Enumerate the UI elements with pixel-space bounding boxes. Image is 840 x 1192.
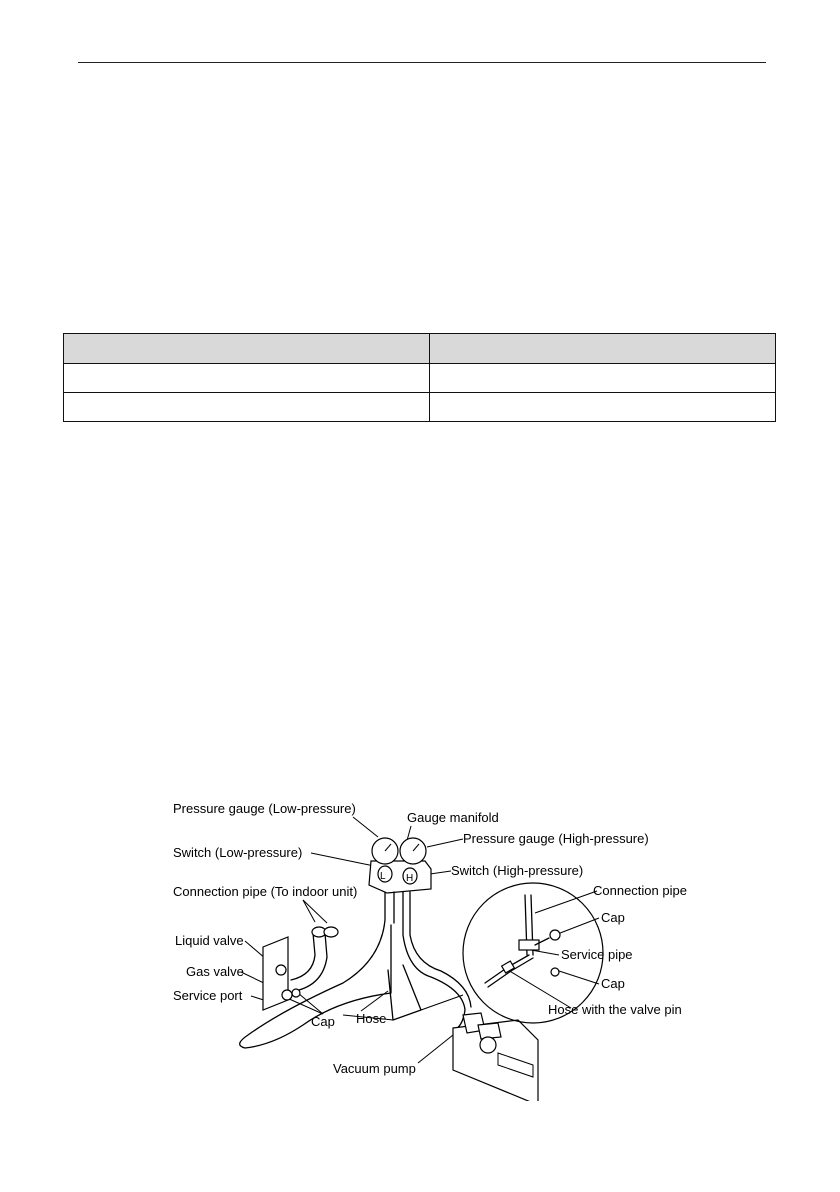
gauge-letter-low: L [380, 871, 386, 882]
vacuum-pump [453, 1013, 538, 1101]
header-rule [78, 62, 766, 63]
table-cell [430, 393, 776, 422]
gauge-letter-high: H [406, 873, 414, 884]
label-service-port: Service port [173, 988, 243, 1003]
table-row [64, 364, 776, 393]
label-vacuum-pump: Vacuum pump [333, 1061, 416, 1076]
label-switch-high: Switch (High-pressure) [451, 863, 584, 878]
label-service-pipe: Service pipe [561, 947, 633, 962]
cap-top-shape [550, 930, 560, 940]
gauge-manifold [369, 838, 431, 893]
cap-bottom-shape [551, 968, 559, 976]
table-header-row [64, 334, 776, 364]
table-cell [64, 393, 430, 422]
label-cap-top: Cap [601, 910, 625, 925]
label-hose: Hose [356, 1011, 387, 1026]
label-pressure-gauge-low: Pressure gauge (Low-pressure) [173, 801, 356, 816]
label-gas-valve: Gas valve [186, 964, 244, 979]
table-cell [430, 364, 776, 393]
table-cell [64, 364, 430, 393]
label-pressure-gauge-high: Pressure gauge (High-pressure) [463, 831, 649, 846]
label-connection-pipe-indoor: Connection pipe (To indoor unit) [173, 884, 358, 899]
label-cap-right: Cap [601, 976, 625, 991]
table-row [64, 393, 776, 422]
label-switch-low: Switch (Low-pressure) [173, 845, 303, 860]
label-liquid-valve: Liquid valve [175, 933, 244, 948]
spec-table [63, 333, 776, 422]
vacuum-pump-diagram [163, 795, 708, 1101]
label-hose-valve-pin: Hose with the valve pin [548, 1002, 682, 1017]
label-gauge-manifold: Gauge manifold [407, 810, 499, 825]
valve-assembly [263, 927, 338, 1010]
table-header-cell [430, 334, 776, 364]
vacuum-pump-diagram-svg [163, 795, 708, 1101]
label-connection-pipe: Connection pipe [593, 883, 687, 898]
table-header-cell [64, 334, 430, 364]
label-cap-bottom: Cap [311, 1014, 335, 1029]
